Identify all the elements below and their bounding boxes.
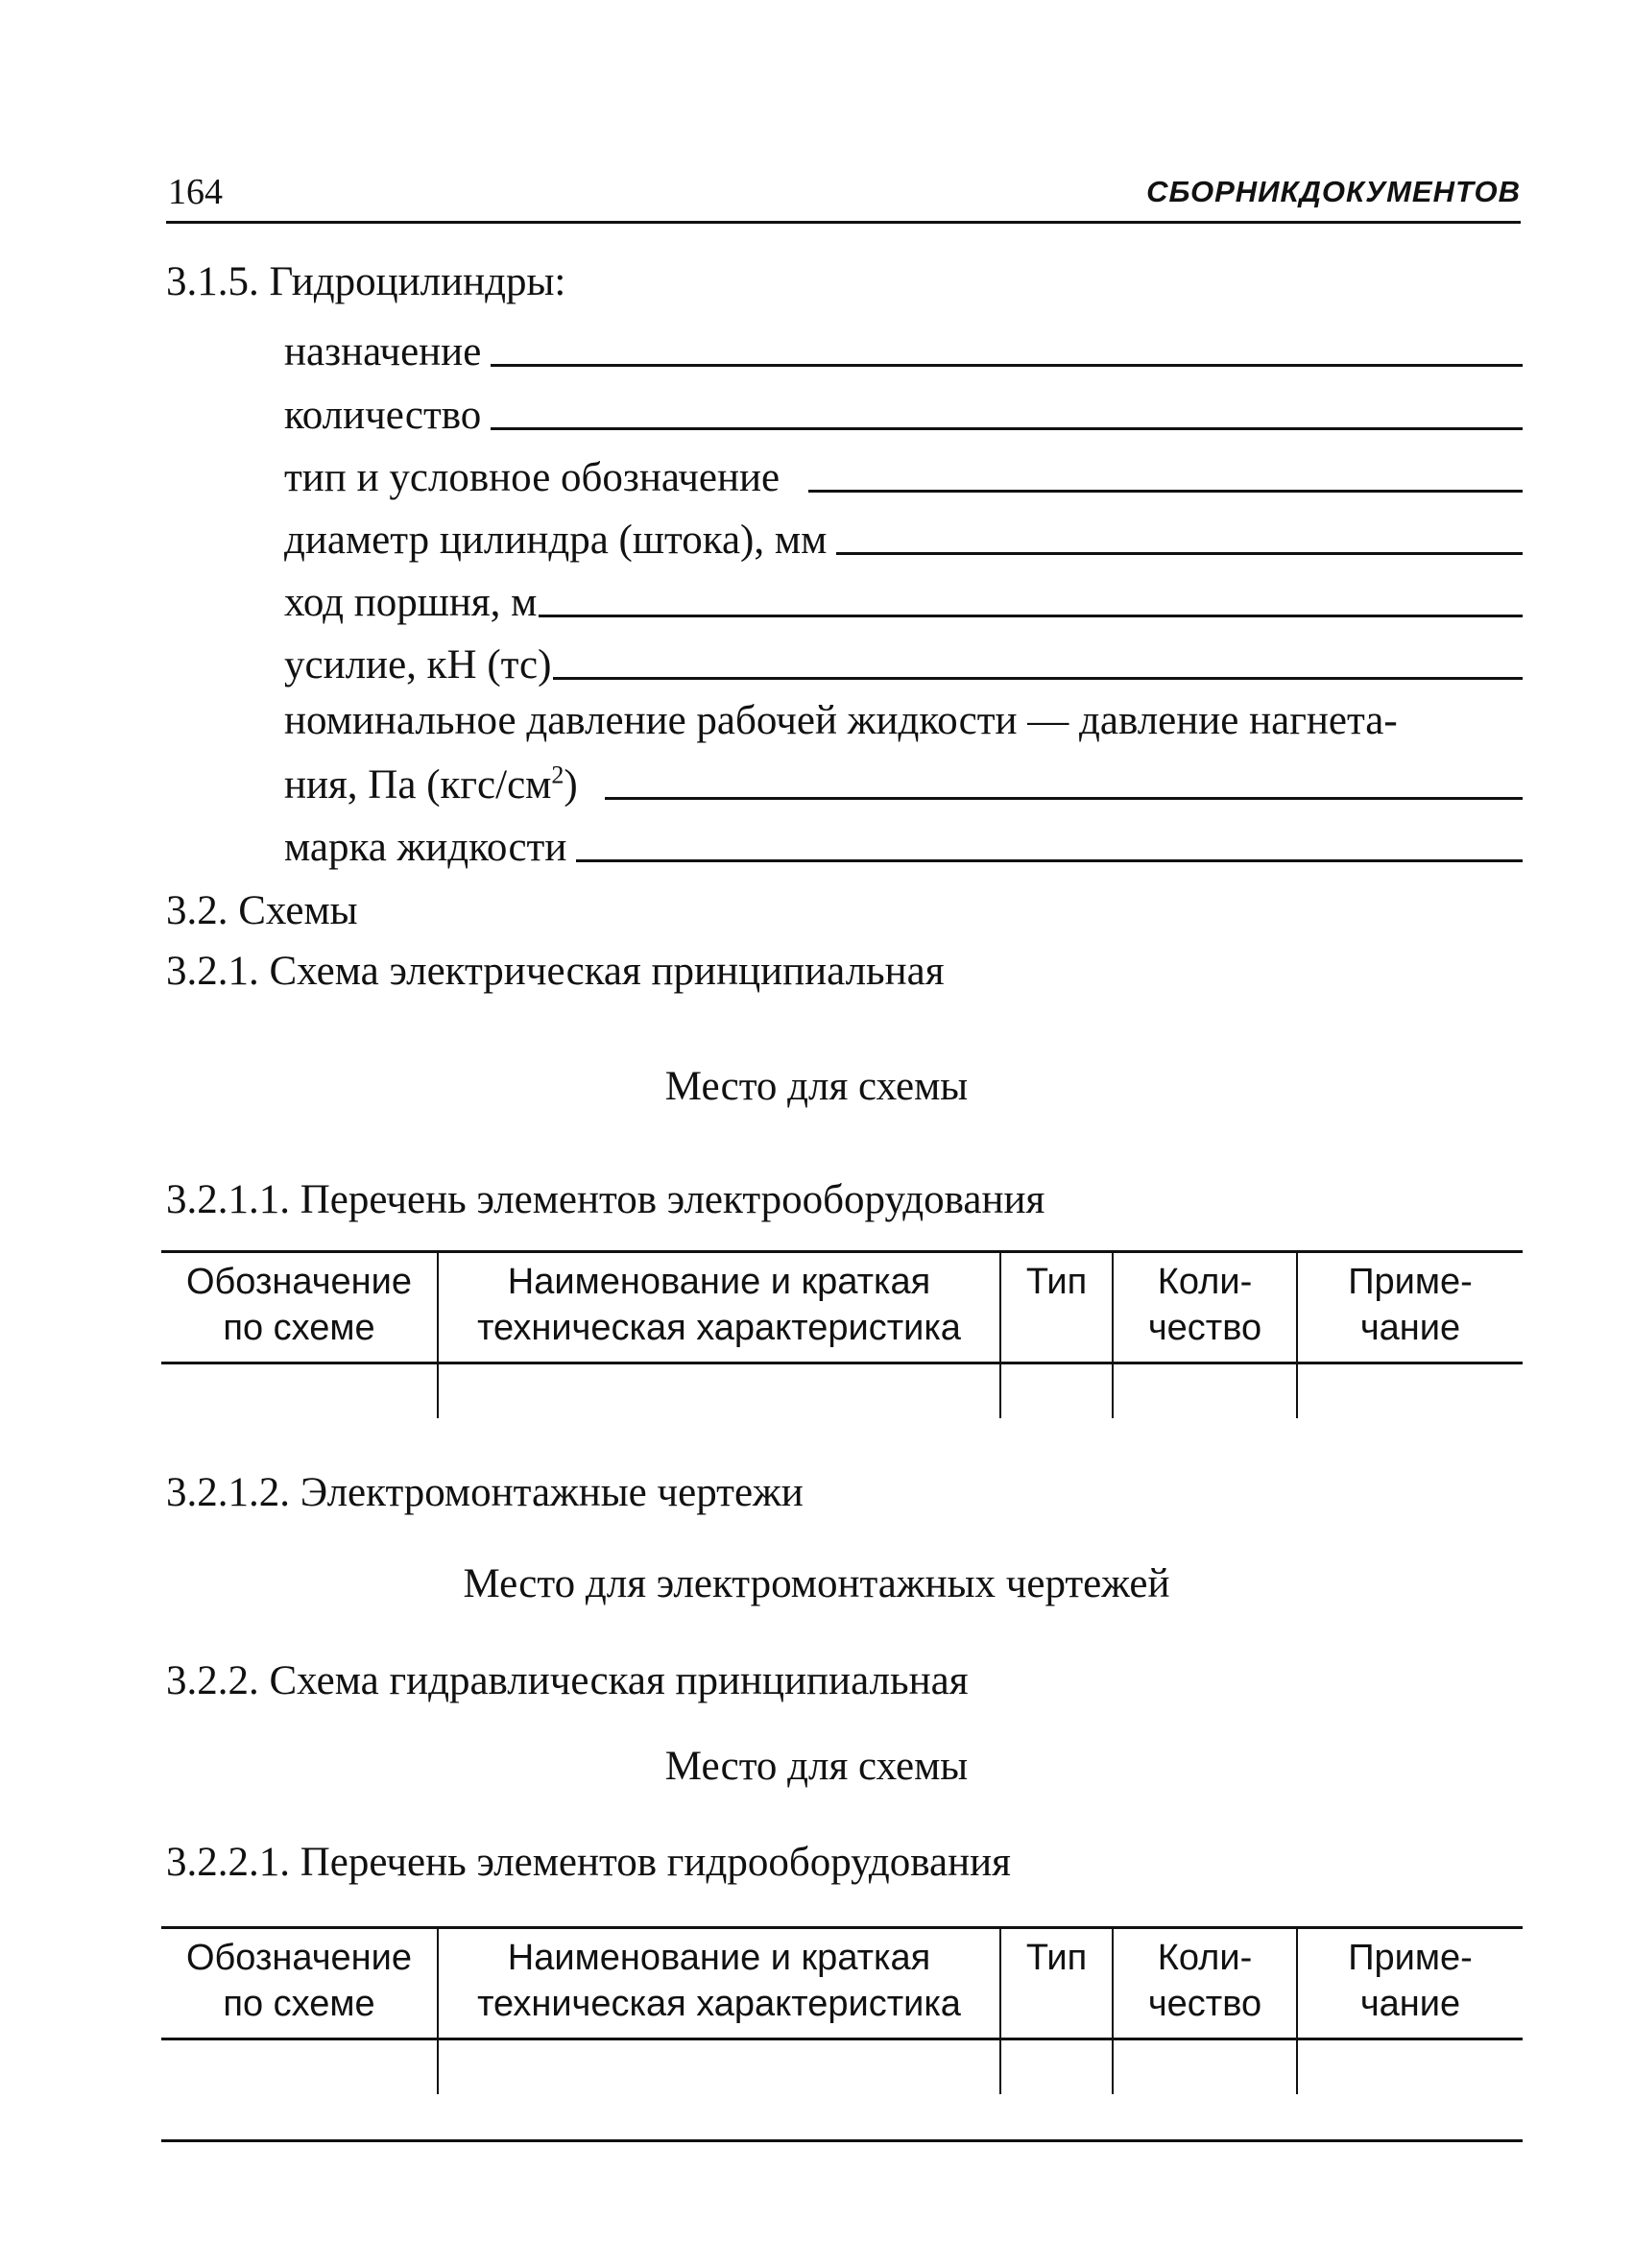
section-3-2-1-2-title: 3.2.1.2. Электромонтажные чертежи bbox=[166, 1470, 804, 1515]
header-designation: Обозначение по схеме bbox=[185, 1938, 412, 2024]
field-quantity bbox=[284, 386, 1523, 436]
field-label: усилие, кН (тс) bbox=[284, 642, 552, 688]
table-header-row bbox=[161, 1929, 1523, 2040]
field-label: количество bbox=[284, 393, 482, 438]
header-type: Тип bbox=[999, 1253, 1112, 1362]
table-cell[interactable] bbox=[437, 1364, 999, 1418]
table-cell[interactable] bbox=[1112, 1364, 1296, 1418]
header-name: Наименование и краткая техническая характеристика bbox=[437, 1929, 999, 2038]
hydraulic-elements-table bbox=[161, 1926, 1523, 2094]
field-pressure bbox=[284, 756, 1523, 806]
table-cell[interactable] bbox=[1112, 2040, 1296, 2094]
table-cell[interactable] bbox=[161, 1364, 437, 1418]
fill-in-line[interactable] bbox=[539, 615, 1523, 617]
table-cell[interactable] bbox=[1296, 1364, 1523, 1418]
field-label: тип и условное обозначение bbox=[284, 455, 780, 500]
field-label: ход поршня, м bbox=[284, 580, 538, 625]
section-3-2-1-1-title: 3.2.1.1. Перечень элементов электрооборудования bbox=[166, 1177, 1045, 1222]
field-label: назначение bbox=[284, 329, 482, 374]
fill-in-line[interactable] bbox=[808, 490, 1523, 493]
fill-in-line[interactable] bbox=[491, 427, 1523, 430]
page-number: 164 bbox=[168, 172, 223, 212]
field-force bbox=[284, 636, 1523, 686]
field-type bbox=[284, 448, 1523, 498]
field-label: марка жидкости bbox=[284, 825, 567, 870]
header-designation: Обозначение по схеме bbox=[185, 1262, 412, 1348]
section-3-2-2-title: 3.2.2. Схема гидравлическая принципиальная bbox=[166, 1658, 969, 1703]
field-fluid-grade bbox=[284, 818, 1523, 868]
header-note: Приме- чание bbox=[1296, 1253, 1523, 1362]
pressure-label-line-2: ния, Па $(кгс/см^2)$ bbox=[284, 760, 578, 808]
fill-in-line[interactable] bbox=[576, 859, 1523, 862]
table-cell[interactable] bbox=[1296, 2040, 1523, 2094]
field-diameter bbox=[284, 511, 1523, 561]
header-quantity: Коли- чество bbox=[1112, 1253, 1296, 1362]
section-3-2-title: 3.2. Схемы bbox=[166, 888, 358, 933]
fill-in-line[interactable] bbox=[836, 552, 1523, 555]
header-quantity: Коли- чество bbox=[1112, 1929, 1296, 2038]
schematic-placeholder-electrical: Место для схемы bbox=[664, 1064, 969, 1109]
table-header-row bbox=[161, 1253, 1523, 1364]
fill-in-line[interactable] bbox=[605, 797, 1523, 800]
table-cell[interactable] bbox=[999, 1364, 1112, 1418]
running-title: СБОРНИКДОКУМЕНТОВ bbox=[1146, 175, 1521, 208]
header-name: Наименование и краткая техническая характеристика bbox=[437, 1253, 999, 1362]
field-purpose bbox=[284, 323, 1523, 373]
table-row bbox=[161, 1364, 1523, 1418]
table-cell[interactable] bbox=[437, 2040, 999, 2094]
electrical-elements-table bbox=[161, 1250, 1523, 1418]
table-cell[interactable] bbox=[999, 2040, 1112, 2094]
fill-in-line[interactable] bbox=[491, 364, 1523, 367]
table-row bbox=[161, 2040, 1523, 2094]
section-3-1-5-title: 3.1.5. Гидроцилиндры: bbox=[166, 259, 566, 304]
fill-in-line[interactable] bbox=[553, 677, 1523, 680]
pressure-label-line-1: номинальное давление рабочей жидкости — давление нагнета- bbox=[284, 698, 1398, 743]
header-type: Тип bbox=[999, 1929, 1112, 2038]
table-bottom-rule bbox=[161, 2139, 1523, 2142]
section-3-2-2-1-title: 3.2.2.1. Перечень элементов гидрооборудования bbox=[166, 1840, 1011, 1885]
table-cell[interactable] bbox=[161, 2040, 437, 2094]
schematic-placeholder-hydraulic: Место для схемы bbox=[664, 1744, 969, 1789]
field-label: диаметр цилиндра (штока), мм bbox=[284, 518, 828, 563]
page-header bbox=[166, 171, 1521, 224]
field-stroke bbox=[284, 573, 1523, 623]
header-note: Приме- чание bbox=[1296, 1929, 1523, 2038]
section-3-2-1-title: 3.2.1. Схема электрическая принципиальная bbox=[166, 949, 945, 994]
drawings-placeholder: Место для электромонтажных чертежей bbox=[463, 1561, 1170, 1606]
